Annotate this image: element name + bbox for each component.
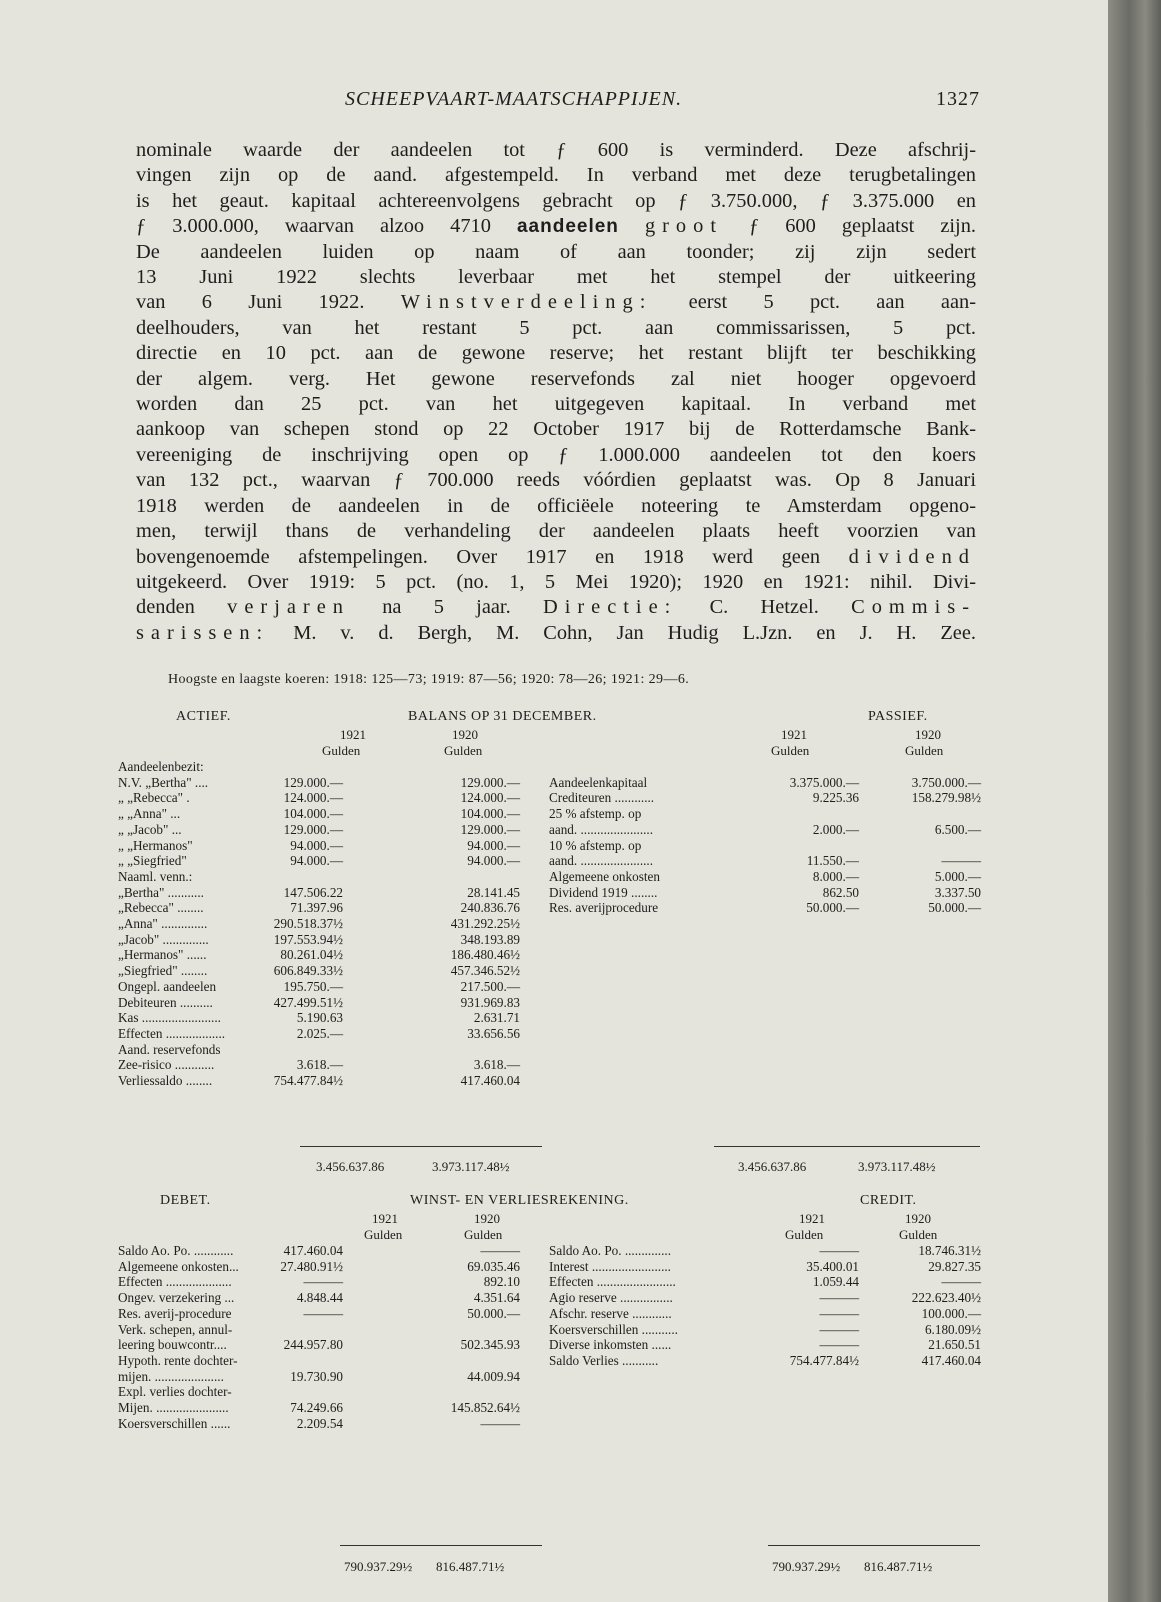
text-line: deelhouders, van het restant 5 pct. aan commissarissen, 5 pct. — [136, 316, 976, 339]
value-1921: 5.190.63 — [296, 1010, 343, 1026]
passief-total-1920: 3.973.117.48½ — [858, 1159, 936, 1174]
value-1920: 892.10 — [483, 1274, 520, 1290]
credit-row — [543, 1353, 981, 1368]
row-label: Saldo Ao. Po. .............. — [549, 1243, 671, 1258]
value-1920: 240.836.76 — [460, 900, 520, 916]
passief-row — [543, 900, 981, 915]
value-1920: ——— — [480, 1243, 520, 1258]
actief-row — [118, 932, 538, 947]
passief-heading: PASSIEF. — [868, 709, 928, 724]
row-label: Koersverschillen ...... — [118, 1415, 231, 1431]
value-1920: 44.009.94 — [467, 1368, 520, 1384]
passief-row — [543, 790, 981, 805]
spaced-keyword: dividend — [848, 545, 976, 568]
row-label: Effecten .................... — [118, 1274, 232, 1290]
value-1921: 3.618.— — [296, 1057, 343, 1073]
value-1921: 50.000.— — [806, 900, 859, 916]
text-line: nominale waarde der aandeelen tot ƒ 600 is verminderd. Deze afschrij- — [136, 139, 976, 161]
value-1921: ——— — [819, 1305, 859, 1321]
value-1921: 195.750.— — [283, 978, 343, 994]
value-1920: 33.656.56 — [467, 1025, 520, 1041]
value-1921: 3.375.000.— — [789, 774, 859, 790]
row-label: Ongepl. aandeelen — [118, 978, 217, 994]
row-label: Diverse inkomsten ...... — [549, 1337, 672, 1353]
value-1921: ——— — [819, 1337, 859, 1353]
passief-row — [543, 885, 981, 900]
value-1921: 35.400.01 — [806, 1258, 859, 1274]
year-header: 1921 — [372, 1211, 398, 1226]
row-label: Crediteuren ............ — [549, 790, 655, 806]
value-1921: ——— — [819, 1290, 859, 1306]
text-line: men, terwijl thans de verhandeling der aandeelen plaats heeft voorzien van — [136, 520, 976, 543]
value-1921: 94.000.— — [290, 837, 343, 853]
text-run: na 5 jaar. — [382, 596, 511, 619]
text-run: van 6 Juni 1922. — [136, 291, 365, 314]
value-1920: 3.750.000.— — [911, 774, 981, 790]
balance-title: BALANS OP 31 DECEMBER. — [408, 709, 597, 724]
value-1921: 2.025.— — [296, 1025, 343, 1041]
row-label: „Jacob" .............. — [118, 931, 209, 947]
debet-row — [118, 1290, 538, 1305]
debet-row — [118, 1274, 538, 1289]
debet-row — [118, 1259, 538, 1274]
value-1921: ——— — [819, 1321, 859, 1337]
row-label: „ „Hermanos" — [118, 837, 193, 853]
value-1920: 186.480.46½ — [450, 947, 520, 963]
passief-row — [543, 822, 981, 837]
text-line: is het geaut. kapitaal achtereenvolgens gebracht op ƒ 3.750.000, ƒ 3.375.000 en — [136, 189, 976, 212]
value-1921: 71.397.96 — [290, 900, 343, 916]
row-label: „Rebecca" ........ — [118, 900, 204, 916]
row-label: Algemeene onkosten — [549, 868, 660, 884]
value-1920: 6.180.09½ — [924, 1321, 981, 1337]
row-label: Res. averij-procedure — [118, 1305, 232, 1321]
text-line: vereeniging de inschrijving open op ƒ 1.000.000 aandeelen tot den koers — [136, 443, 976, 466]
value-1920: 18.746.31½ — [918, 1243, 981, 1258]
debet-total-1921: 790.937.29½ — [344, 1559, 413, 1574]
row-label: 25 % afstemp. op — [549, 806, 642, 822]
unit-header: Gulden — [444, 743, 483, 758]
actief-row — [118, 775, 538, 790]
value-1920: 348.193.89 — [460, 931, 520, 947]
text-run: denden — [136, 596, 195, 619]
debet-row — [118, 1416, 538, 1431]
page-number: 1327 — [936, 88, 980, 110]
credit-total-1920: 816.487.71½ — [864, 1559, 933, 1574]
passief-row — [543, 759, 981, 774]
value-1921: 754.477.84½ — [789, 1352, 859, 1368]
value-1921: 4.848.44 — [296, 1290, 343, 1306]
text-line: uitgekeerd. Over 1919: 5 pct. (no. 1, 5 Mei 1920); 1920 en 1921: nihil. Divi- — [136, 570, 976, 593]
value-1920: 502.345.93 — [460, 1337, 520, 1353]
text-line: vingen zijn op de aand. afgestempeld. In verband met deze terugbetalingen — [136, 164, 976, 187]
value-1921: 9.225.36 — [812, 790, 859, 806]
value-1920: 145.852.64½ — [450, 1400, 520, 1415]
row-label: Res. averijprocedure — [549, 900, 659, 916]
credit-row — [543, 1322, 981, 1337]
row-label: aand. ...................... — [549, 853, 654, 869]
value-1920: 104.000.— — [460, 806, 520, 822]
debet-row — [118, 1384, 538, 1399]
value-1920: ——— — [480, 1415, 520, 1431]
credit-row — [543, 1274, 981, 1289]
row-label: mijen. ..................... — [118, 1368, 224, 1384]
text-run: bovengenoemde afstempelingen. Over 1917 en 1918 werd geen — [136, 545, 821, 568]
row-label: „ „Anna" ... — [118, 806, 181, 822]
debet-row — [118, 1306, 538, 1321]
text-line: 13 Juni 1922 slechts leverbaar met het stempel der uitkeering — [136, 266, 976, 289]
text-run: C. Hetzel. — [709, 596, 819, 619]
row-label: „Bertha" ........... — [118, 884, 204, 900]
row-label: Verliessaldo ........ — [118, 1073, 213, 1088]
text-line: aankoop van schepen stond op 22 October 1917 bij de Rotterdamsche Bank- — [136, 418, 976, 441]
actief-row — [118, 1057, 538, 1072]
value-1920: 417.460.04 — [460, 1073, 520, 1088]
debet-row — [118, 1322, 538, 1337]
actief-row — [118, 1073, 538, 1088]
row-label: Interest ........................ — [549, 1258, 671, 1274]
value-1921: 244.957.80 — [283, 1337, 343, 1353]
value-1920: 158.279.98½ — [911, 790, 981, 806]
value-1921: 606.849.33½ — [273, 963, 343, 979]
row-label: Agio reserve ................ — [549, 1290, 673, 1306]
value-1921: 147.506.22 — [283, 884, 343, 900]
body-paragraph — [136, 138, 976, 646]
actief-heading: ACTIEF. — [176, 709, 231, 724]
value-1920: 50.000.— — [467, 1305, 520, 1321]
row-label: Effecten ........................ — [549, 1274, 676, 1290]
actief-row — [118, 979, 538, 994]
header-title: SCHEEPVAART-MAATSCHAPPIJEN. — [345, 88, 683, 110]
row-label: Kas ........................ — [118, 1010, 221, 1026]
value-1921: 417.460.04 — [283, 1243, 343, 1258]
unit-header: Gulden — [771, 743, 810, 758]
passief-row — [543, 869, 981, 884]
actief-row — [118, 947, 538, 962]
year-header: 1921 — [799, 1211, 825, 1226]
row-label: Zee-risico ............ — [118, 1057, 215, 1073]
value-1920: 94.000.— — [467, 853, 520, 869]
balance-sheet — [118, 709, 980, 1179]
book-spine-shadow — [1108, 0, 1161, 1602]
row-label: Dividend 1919 ........ — [549, 884, 658, 900]
row-label: Afschr. reserve ............ — [549, 1305, 672, 1321]
row-label: Debiteuren .......... — [118, 994, 213, 1010]
value-1921: 290.518.37½ — [273, 916, 343, 931]
value-1921: 19.730.90 — [290, 1368, 343, 1384]
actief-row — [118, 853, 538, 868]
row-label: leering bouwcontr.... — [118, 1337, 227, 1353]
value-1920: 457.346.52½ — [450, 963, 520, 979]
value-1921: 94.000.— — [290, 853, 343, 869]
unit-header: Gulden — [905, 743, 944, 758]
value-1921: 1.059.44 — [812, 1274, 859, 1290]
actief-row — [118, 1026, 538, 1041]
bold-keyword: aandeelen — [516, 216, 619, 238]
value-1921: ——— — [303, 1274, 343, 1290]
value-1920: 4.351.64 — [473, 1290, 520, 1306]
passief-row — [543, 775, 981, 790]
actief-row — [118, 900, 538, 915]
row-label: Verk. schepen, annul- — [118, 1321, 233, 1337]
actief-row — [118, 1042, 538, 1057]
value-1920: 3.337.50 — [934, 884, 981, 900]
value-1921: 74.249.66 — [290, 1400, 343, 1415]
value-1921: 197.553.94½ — [273, 931, 343, 947]
text-line — [136, 595, 976, 620]
actief-row — [118, 995, 538, 1010]
row-label: Koersverschillen ........... — [549, 1321, 678, 1337]
value-1921: 104.000.— — [283, 806, 343, 822]
unit-header: Gulden — [364, 1227, 403, 1242]
text-line: De aandeelen luiden op naam of aan toonder; zij zijn sedert — [136, 240, 976, 263]
value-1920: 222.623.40½ — [911, 1290, 981, 1306]
value-1920: 69.035.46 — [467, 1258, 520, 1274]
value-1921: 862.50 — [822, 884, 859, 900]
actief-row — [118, 806, 538, 821]
value-1920: 21.650.51 — [928, 1337, 981, 1353]
text-line: 1918 werden de aandeelen in de officiëele noteering te Amsterdam opgeno- — [136, 494, 976, 517]
spaced-keyword: sarissen: — [136, 621, 270, 644]
value-1921: 2.209.54 — [296, 1415, 343, 1431]
row-label: Aandeelenkapitaal — [549, 774, 648, 790]
spaced-keyword: verjaren — [227, 596, 350, 619]
value-1921: 80.261.04½ — [280, 947, 343, 963]
credit-row — [543, 1306, 981, 1321]
total-rule — [714, 1146, 980, 1147]
value-1921: 129.000.— — [283, 821, 343, 837]
total-rule — [768, 1545, 980, 1546]
spaced-keyword: groot — [644, 215, 723, 238]
row-label: Effecten .................. — [118, 1025, 226, 1041]
value-1920: 2.631.71 — [473, 1010, 520, 1026]
debet-row — [118, 1337, 538, 1352]
value-1920: 931.969.83 — [460, 994, 520, 1010]
unit-header: Gulden — [322, 743, 361, 758]
value-1921: 11.550.— — [806, 853, 859, 869]
debet-row — [118, 1243, 538, 1258]
row-label: Aandeelenbezit: — [118, 759, 204, 774]
row-label: Hypoth. rente dochter- — [118, 1352, 238, 1368]
row-label: „ „Rebecca" . — [118, 790, 190, 806]
year-header: 1921 — [340, 727, 366, 742]
total-rule — [340, 1545, 542, 1546]
row-label: Ongev. verzekering ... — [118, 1290, 235, 1306]
actief-row — [118, 759, 538, 774]
row-label: „ „Jacob" ... — [118, 821, 182, 837]
passief-row — [543, 853, 981, 868]
spaced-keyword: Directie: — [542, 596, 678, 619]
row-label: „ „Siegfried" — [118, 853, 187, 869]
debet-row — [118, 1369, 538, 1384]
text-run: M. v. d. Bergh, M. Cohn, Jan Hudig L.Jzn. en J. H. Zee. — [293, 621, 976, 644]
spaced-keyword: Winstverdeeling: — [400, 291, 653, 314]
passief-total-1921: 3.456.637.86 — [738, 1159, 807, 1174]
value-1920: 3.618.— — [473, 1057, 520, 1073]
value-1920: 28.141.45 — [467, 884, 520, 900]
row-label: Saldo Verlies ........... — [549, 1352, 659, 1368]
profit-loss-account — [118, 1193, 980, 1593]
row-label: „Siegfried" ........ — [118, 963, 208, 979]
row-label: N.V. „Bertha" .... — [118, 774, 209, 790]
credit-heading: CREDIT. — [860, 1193, 917, 1208]
unit-header: Gulden — [785, 1227, 824, 1242]
credit-row — [543, 1337, 981, 1352]
unit-header: Gulden — [464, 1227, 503, 1242]
row-label: Aand. reservefonds — [118, 1041, 221, 1057]
value-1921: 8.000.— — [812, 868, 859, 884]
value-1920: 5.000.— — [934, 868, 981, 884]
value-1920: ——— — [941, 853, 981, 869]
year-header: 1920 — [915, 727, 941, 742]
actief-row — [118, 822, 538, 837]
row-label: Expl. verlies dochter- — [118, 1384, 232, 1400]
credit-row — [543, 1290, 981, 1305]
price-range-line: Hoogste en laagste koeren: 1918: 125—73; 1919: 87—56; 1920: 78—26; 1921: 29—6. — [168, 672, 690, 687]
debet-heading: DEBET. — [160, 1193, 211, 1208]
passief-row — [543, 838, 981, 853]
profit-loss-title: WINST- EN VERLIESREKENING. — [410, 1193, 629, 1208]
value-1921: 754.477.84½ — [273, 1073, 343, 1088]
row-label: aand. ...................... — [549, 821, 654, 837]
value-1921: 129.000.— — [283, 774, 343, 790]
text-line — [136, 545, 976, 570]
value-1920: 29.827.35 — [928, 1258, 981, 1274]
text-run: ƒ 3.000.000, waarvan alzoo 4710 — [136, 215, 491, 238]
row-label: Mijen. ...................... — [118, 1400, 229, 1415]
text-line: der algem. verg. Het gewone reservefonds zal niet hooger opgevoerd — [136, 367, 976, 390]
passief-row — [543, 806, 981, 821]
value-1920: 50.000.— — [928, 900, 981, 916]
value-1920: 100.000.— — [921, 1305, 981, 1321]
year-header: 1920 — [474, 1211, 500, 1226]
value-1920: 6.500.— — [934, 821, 981, 837]
text-line — [136, 621, 976, 646]
value-1920: ——— — [941, 1274, 981, 1290]
value-1921: 124.000.— — [283, 790, 343, 806]
text-line — [136, 214, 976, 239]
row-label: Saldo Ao. Po. ............ — [118, 1243, 234, 1258]
row-label: Algemeene onkosten... — [118, 1258, 239, 1274]
debet-total-1920: 816.487.71½ — [436, 1559, 505, 1574]
text-run: eerst 5 pct. aan aan- — [688, 291, 976, 314]
text-run: ƒ 600 geplaatst zijn. — [749, 215, 976, 238]
value-1921: 2.000.— — [812, 821, 859, 837]
row-label: „Hermanos" ...... — [118, 947, 207, 963]
value-1921: ——— — [819, 1243, 859, 1258]
value-1920: 417.460.04 — [921, 1352, 981, 1368]
actief-row — [118, 916, 538, 931]
credit-total-1921: 790.937.29½ — [772, 1559, 841, 1574]
value-1920: 94.000.— — [467, 837, 520, 853]
text-line: directie en 10 pct. aan de gewone reserve; het restant blijft ter beschikking — [136, 342, 976, 365]
value-1920: 431.292.25½ — [450, 916, 520, 931]
value-1921: ——— — [303, 1305, 343, 1321]
credit-row — [543, 1259, 981, 1274]
row-label: Naaml. venn.: — [118, 868, 193, 884]
value-1920: 129.000.— — [460, 774, 520, 790]
row-label: „Anna" .............. — [118, 916, 208, 931]
debet-row — [118, 1353, 538, 1368]
debet-row — [118, 1400, 538, 1415]
actief-row — [118, 869, 538, 884]
text-line: worden dan 25 pct. van het uitgegeven kapitaal. In verband met — [136, 393, 976, 416]
actief-total-1921: 3.456.637.86 — [316, 1159, 385, 1174]
spaced-keyword: Commis- — [851, 596, 977, 619]
text-line — [136, 290, 976, 315]
row-label: 10 % afstemp. op — [549, 837, 642, 853]
value-1921: 427.499.51½ — [273, 994, 343, 1010]
actief-row — [118, 885, 538, 900]
value-1921: 27.480.91½ — [280, 1258, 343, 1274]
year-header: 1921 — [781, 727, 807, 742]
text-line: van 132 pct., waarvan ƒ 700.000 reeds vóórdien geplaatst was. Op 8 Januari — [136, 469, 976, 492]
year-header: 1920 — [452, 727, 478, 742]
value-1920: 217.500.— — [460, 978, 520, 994]
actief-row — [118, 963, 538, 978]
total-rule — [300, 1146, 542, 1147]
unit-header: Gulden — [899, 1227, 938, 1242]
actief-total-1920: 3.973.117.48½ — [432, 1159, 510, 1174]
actief-row — [118, 838, 538, 853]
actief-row — [118, 790, 538, 805]
actief-row — [118, 1010, 538, 1025]
value-1920: 129.000.— — [460, 821, 520, 837]
value-1920: 124.000.— — [460, 790, 520, 806]
year-header: 1920 — [905, 1211, 931, 1226]
credit-row — [543, 1243, 981, 1258]
